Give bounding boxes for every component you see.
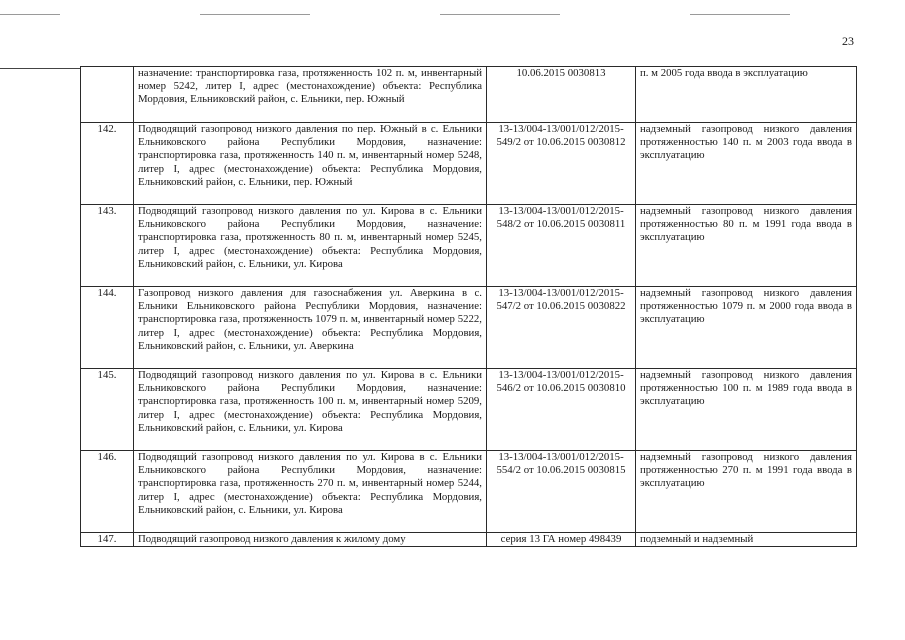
page-number: 23	[842, 34, 854, 48]
registration-record: 13-13/004-13/001/012/2015-547/2 от 10.06.2015 0030822	[487, 287, 636, 369]
object-note: надземный газопровод низкого давления протяженностью 140 п. м 2003 года ввода в эксплуатацию	[636, 123, 857, 205]
table-row	[81, 67, 857, 123]
scan-artifact-line	[0, 68, 80, 69]
table-row	[81, 533, 857, 547]
object-description: Газопровод низкого давления для газоснабжения ул. Аверкина в с. Ельники Ельниковского района Республики Мордовия, назначение: транспортировка газа, протяженность 1079 п. м, инвентарный номер 5222, литер I, адрес (местонахождение) объекта: Республика Мордовия, Ельниковский район, с. Ельники, ул. Аверкина	[134, 287, 487, 369]
object-description: Подводящий газопровод низкого давления по ул. Кирова в с. Ельники Ельниковского района Республики Мордовия, назначение: транспортировка газа, протяженность 80 п. м, инвентарный номер 5245, литер I, адрес (местонахождение) объекта: Республика Мордовия, Ельниковский район, с. Ельники, ул. Кирова	[134, 205, 487, 287]
object-description: Подводящий газопровод низкого давления по пер. Южный в с. Ельники Ельниковского района Республики Мордовия, назначение: транспортировка газа, протяженность 140 п. м, инвентарный номер 5248, литер I, адрес (местонахождение) объекта: Республика Мордовия, Ельниковский район, с. Ельники, пер. Южный	[134, 123, 487, 205]
table-row	[81, 205, 857, 287]
row-number: 142.	[81, 123, 134, 205]
object-note: надземный газопровод низкого давления протяженностью 270 п. м 1991 года ввода в эксплуатацию	[636, 451, 857, 533]
registration-record: 13-13/004-13/001/012/2015-546/2 от 10.06.2015 0030810	[487, 369, 636, 451]
registration-record: серия 13 ГА номер 498439	[487, 533, 636, 547]
row-number: 144.	[81, 287, 134, 369]
row-number	[81, 67, 134, 123]
table-row	[81, 451, 857, 533]
scan-artifact-line	[0, 14, 60, 15]
object-description: Подводящий газопровод низкого давления по ул. Кирова в с. Ельники Ельниковского района Республики Мордовия, назначение: транспортировка газа, протяженность 270 п. м, инвентарный номер 5244, литер I, адрес (местонахождение) объекта: Республика Мордовия, Ельниковский район, с. Ельники, ул. Кирова	[134, 451, 487, 533]
scan-artifact-line	[200, 14, 310, 15]
property-registry-table	[80, 66, 857, 547]
row-number: 146.	[81, 451, 134, 533]
scan-artifact-line	[440, 14, 560, 15]
object-note: п. м 2005 года ввода в эксплуатацию	[636, 67, 857, 123]
object-description: назначение: транспортировка газа, протяженность 102 п. м, инвентарный номер 5242, литер I, адрес (местонахождение) объекта: Республика Мордовия, Ельниковский район, с. Ельники, пер. Южный	[134, 67, 487, 123]
scan-artifact-line	[690, 14, 790, 15]
row-number: 143.	[81, 205, 134, 287]
registration-record: 13-13/004-13/001/012/2015-549/2 от 10.06.2015 0030812	[487, 123, 636, 205]
row-number: 145.	[81, 369, 134, 451]
object-note: надземный газопровод низкого давления протяженностью 80 п. м 1991 года ввода в эксплуатацию	[636, 205, 857, 287]
object-note: надземный газопровод низкого давления протяженностью 1079 п. м 2000 года ввода в эксплуатацию	[636, 287, 857, 369]
object-description: Подводящий газопровод низкого давления к жилому дому	[134, 533, 487, 547]
object-note: подземный и надземный	[636, 533, 857, 547]
registration-record: 13-13/004-13/001/012/2015-554/2 от 10.06.2015 0030815	[487, 451, 636, 533]
table-row	[81, 123, 857, 205]
registration-record: 13-13/004-13/001/012/2015-548/2 от 10.06.2015 0030811	[487, 205, 636, 287]
object-description: Подводящий газопровод низкого давления по ул. Кирова в с. Ельники Ельниковского района Республики Мордовия, назначение: транспортировка газа, протяженность 100 п. м, инвентарный номер 5209, литер I, адрес (местонахождение) объекта: Республика Мордовия, Ельниковский район, с. Ельники, ул. Кирова	[134, 369, 487, 451]
row-number: 147.	[81, 533, 134, 547]
table-row	[81, 369, 857, 451]
table-row	[81, 287, 857, 369]
object-note: надземный газопровод низкого давления протяженностью 100 п. м 1989 года ввода в эксплуатацию	[636, 369, 857, 451]
registration-record: 10.06.2015 0030813	[487, 67, 636, 123]
